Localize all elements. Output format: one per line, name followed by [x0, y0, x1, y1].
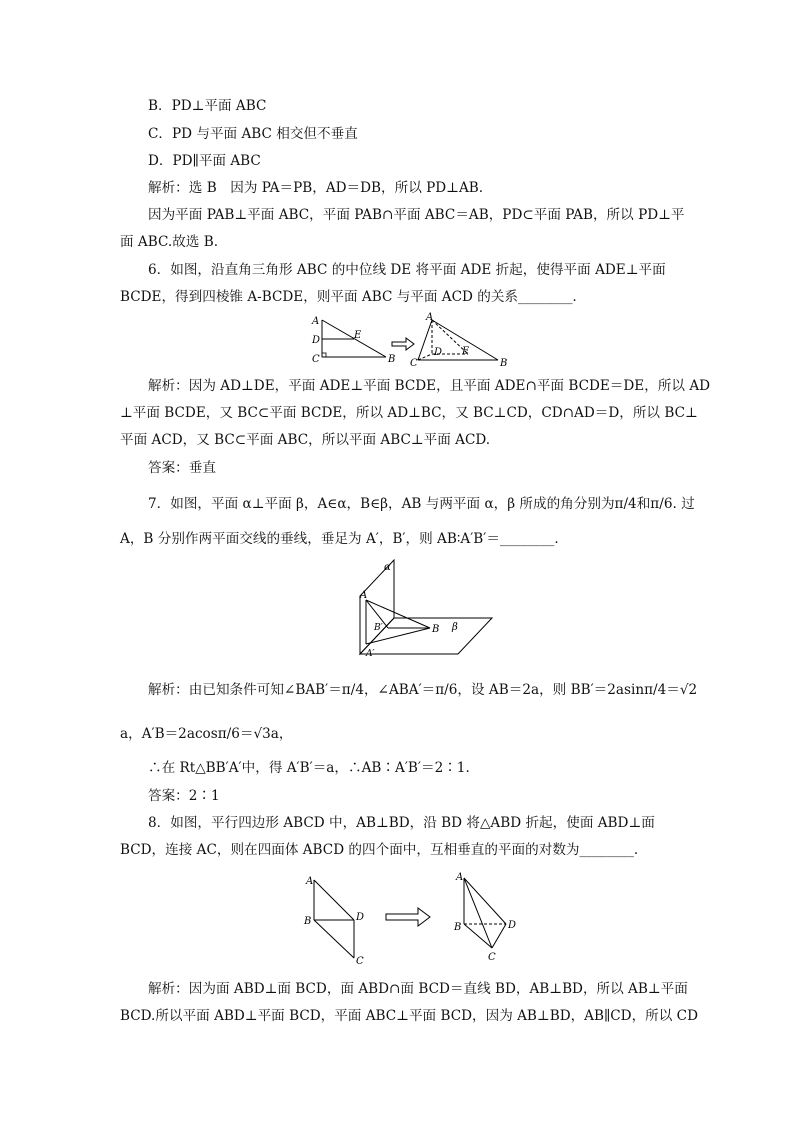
- figure-q8: [298, 870, 528, 966]
- text-line-s6a: 解析：因为 AD⊥DE，平面 ADE⊥平面 BCDE，且平面 ADE∩平面 BCDE＝DE，所以 AD: [148, 378, 711, 394]
- fig6-left-label-b: B: [388, 354, 396, 365]
- figure-q7: [348, 556, 498, 664]
- fig8-right-label-d: D: [508, 920, 517, 931]
- fig6-left-label-c: C: [312, 354, 320, 365]
- text-line-c: C．PD 与平面 ABC 相交但不垂直: [148, 126, 358, 142]
- text-line-s5c: 面 ABC.故选 B.: [120, 234, 219, 250]
- fig6-left-label-d: D: [312, 335, 321, 346]
- fig8-right-label-a: A: [456, 872, 464, 883]
- fig7-label-alpha: α: [384, 562, 391, 573]
- text-line-q6b: BCDE，得到四棱锥 A-BCDE，则平面 ABC 与平面 ACD 的关系________.: [120, 289, 577, 305]
- fig6-right-label-d: D: [434, 347, 443, 358]
- fig7-label-b: B: [432, 624, 440, 635]
- fig7-label-b-prime: B′: [374, 623, 383, 633]
- fig6-left-label-e: E: [354, 330, 362, 341]
- text-line-q8a: 8．如图，平行四边形 ABCD 中，AB⊥BD，沿 BD 将△ABD 折起，使面 ABD⊥面: [148, 815, 655, 831]
- text-line-b: B．PD⊥平面 ABC: [148, 98, 267, 114]
- fig8-left-label-c: C: [356, 956, 364, 966]
- fold-arrow-icon: [392, 338, 414, 350]
- text-line-s5b: 因为平面 PAB⊥平面 ABC，平面 PAB∩平面 ABC＝AB，PD⊂平面 PAB，所以 PD⊥平: [148, 207, 685, 223]
- text-line-s5a: 解析：选 B 因为 PA＝PB，AD＝DB，所以 PD⊥AB.: [148, 180, 484, 196]
- text-line-s7a: 解析：由已知条件可知∠BAB′＝π/4，∠ABA′＝π/6，设 AB＝2a，则 BB′＝2asinπ/4＝√2: [148, 682, 698, 698]
- text-line-s8b: BCD.所以平面 ABD⊥平面 BCD，平面 ABC⊥平面 BCD，因为 AB⊥BD，AB∥CD，所以 CD: [120, 1008, 698, 1024]
- fig8-left-label-a: A: [306, 876, 314, 887]
- text-line-q7b: A，B 分别作两平面交线的垂线，垂足为 A′，B′，则 AB∶A′B′＝________.: [120, 531, 559, 547]
- fig8-left-label-d: D: [356, 912, 365, 923]
- text-line-q6a: 6．如图，沿直角三角形 ABC 的中位线 DE 将平面 ADE 折起，使得平面 ADE⊥平面: [148, 262, 666, 278]
- fig6-left-label-a: A: [312, 316, 320, 327]
- fig7-label-beta: β: [452, 622, 458, 633]
- figure-q6: [308, 312, 518, 368]
- text-line-s8a: 解析：因为面 ABD⊥面 BCD，面 ABD∩面 BCD＝直线 BD，AB⊥BD，所以 AB⊥平面: [148, 981, 688, 997]
- fig6-right-label-e: E: [462, 346, 470, 357]
- fig8-left-label-b: B: [304, 916, 312, 927]
- text-line-a6: 答案：垂直: [148, 460, 216, 476]
- text-line-d: D．PD∥平面 ABC: [148, 153, 261, 169]
- fig7-label-a-prime: A′: [366, 649, 375, 659]
- text-line-a7: 答案：2∶1: [148, 788, 220, 804]
- text-line-q8b: BCD，连接 AC，则在四面体 ABCD 的四个面中，互相垂直的平面的对数为________.: [120, 842, 639, 858]
- text-line-q7a: 7．如图，平面 α⊥平面 β，A∈α，B∈β，AB 与两平面 α，β 所成的角分别为π/4和π/6. 过: [148, 496, 695, 512]
- fold-arrow-icon: [386, 908, 430, 926]
- fig7-label-a: A: [360, 590, 368, 601]
- fig6-right-label-c: C: [410, 358, 418, 368]
- fig8-right-label-c: C: [488, 952, 496, 963]
- fig6-right-label-b: B: [500, 358, 508, 368]
- text-line-s6b: ⊥平面 BCDE，又 BC⊂平面 BCDE，所以 AD⊥BC，又 BC⊥CD，CD∩AD＝D，所以 BC⊥: [120, 405, 698, 421]
- text-line-s7c: ∴在 Rt△BB′A′中，得 A′B′＝a，∴AB∶A′B′＝2∶1.: [148, 760, 470, 776]
- fig6-right-label-a: A: [426, 312, 434, 323]
- fig8-right-label-b: B: [454, 922, 462, 933]
- text-line-s7b: a，A′B＝2acosπ/6＝√3a，: [120, 726, 293, 742]
- text-line-s6c: 平面 ACD，又 BC⊂平面 ABC，所以平面 ABC⊥平面 ACD.: [120, 432, 491, 448]
